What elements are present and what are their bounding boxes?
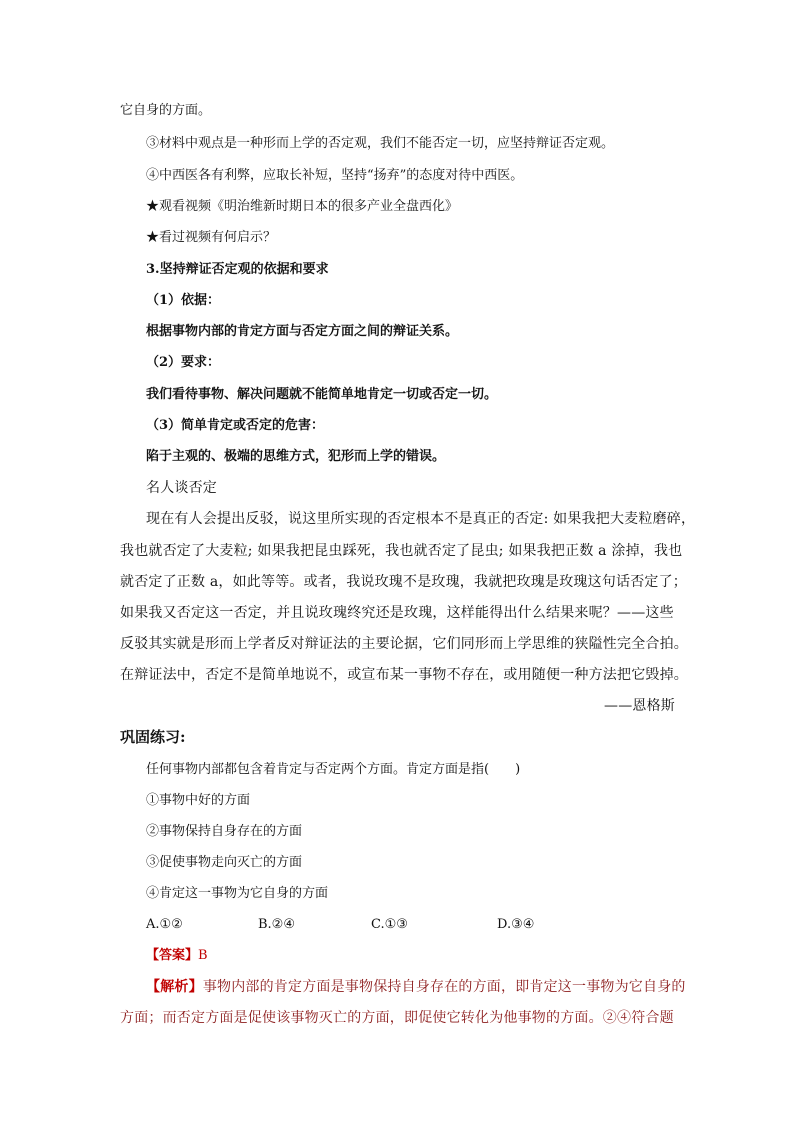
exercise-option: ③促使事物走向灭亡的方面 bbox=[146, 855, 303, 870]
text-line: 根据事物内部的肯定方面与否定方面之间的辩证关系。 bbox=[146, 324, 459, 339]
exercise-option: ①事物中好的方面 bbox=[146, 793, 251, 808]
quote-line: 反驳其实就是形而上学者反对辩证法的主要论据，它们同形而上学思维的狭隘性完全合拍。 bbox=[120, 636, 688, 652]
analysis-line: 方面；而否定方面是促使该事物灭亡的方面，即促使它转化为他事物的方面。②④符合题 bbox=[120, 1010, 674, 1026]
analysis-line bbox=[146, 977, 686, 997]
quote-line: 就否定了正数 a，如此等等。或者，我说玫瑰不是玫瑰，我就把玫瑰是玫瑰这句话否定了； bbox=[120, 574, 687, 590]
choice-b: B.②④ bbox=[258, 917, 295, 932]
text-line: 它自身的方面。 bbox=[120, 103, 212, 118]
sub-heading: （2）要求： bbox=[146, 355, 221, 370]
quote-line: 在辩证法中，否定不是简单地说不，或宣布某一事物不存在，或用随便一种方法把它毁掉。 bbox=[120, 667, 688, 683]
text-line: 我们看待事物、解决问题就不能简单地肯定一切或否定一切。 bbox=[146, 387, 498, 402]
choice-a: A.①② bbox=[146, 917, 183, 932]
quote-heading: 名人谈否定 bbox=[146, 480, 217, 496]
quote-line: 我也就否定了大麦粒; 如果我把昆虫踩死，我也就否定了昆虫; 如果我把正数 a 涂掉，我也 bbox=[120, 543, 683, 559]
exercise-option: ④肯定这一事物为它自身的方面 bbox=[146, 886, 329, 901]
analysis-text: 事物内部的肯定方面是事物保持自身存在的方面，即肯定这一事物为它自身的 bbox=[202, 979, 686, 995]
choice-c: C.①③ bbox=[371, 917, 408, 932]
section-heading: 3.坚持辩证否定观的依据和要求 bbox=[146, 262, 329, 277]
exercise-title: 巩固练习: bbox=[120, 728, 186, 746]
text-line: ★观看视频《明治维新时期日本的很多产业全盘西化》 bbox=[146, 199, 459, 214]
answer-label: 【答案】 bbox=[146, 948, 199, 963]
answer-line bbox=[146, 946, 208, 966]
exercise-question: 任何事物内部都包含着肯定与否定两个方面。肯定方面是指( ) bbox=[146, 762, 521, 777]
analysis-label: 【解析】 bbox=[146, 979, 203, 995]
sub-heading: （3）简单肯定或否定的危害： bbox=[146, 418, 325, 433]
quote-line: 现在有人会提出反驳，说这里所实现的否定根本不是真正的否定: 如果我把大麦粒磨碎， bbox=[146, 511, 696, 527]
quote-author: ——恩格斯 bbox=[604, 698, 675, 714]
text-line: 陷于主观的、极端的思维方式，犯形而上学的错误。 bbox=[146, 449, 446, 464]
text-line: ④中西医各有利弊，应取长补短，坚持“扬弃”的态度对待中西医。 bbox=[146, 168, 524, 183]
answer-value: B bbox=[198, 948, 208, 963]
exercise-option: ②事物保持自身存在的方面 bbox=[146, 824, 303, 839]
text-line: ★看过视频有何启示？ bbox=[146, 230, 277, 245]
sub-heading: （1）依据： bbox=[146, 293, 221, 308]
choice-d: D.③④ bbox=[497, 917, 535, 932]
quote-line: 如果我又否定这一否定，并且说玫瑰终究还是玫瑰，这样能得出什么结果来呢？——这些 bbox=[120, 605, 674, 621]
text-line: ③材料中观点是一种形而上学的否定观，我们不能否定一切，应坚持辩证否定观。 bbox=[146, 136, 615, 151]
